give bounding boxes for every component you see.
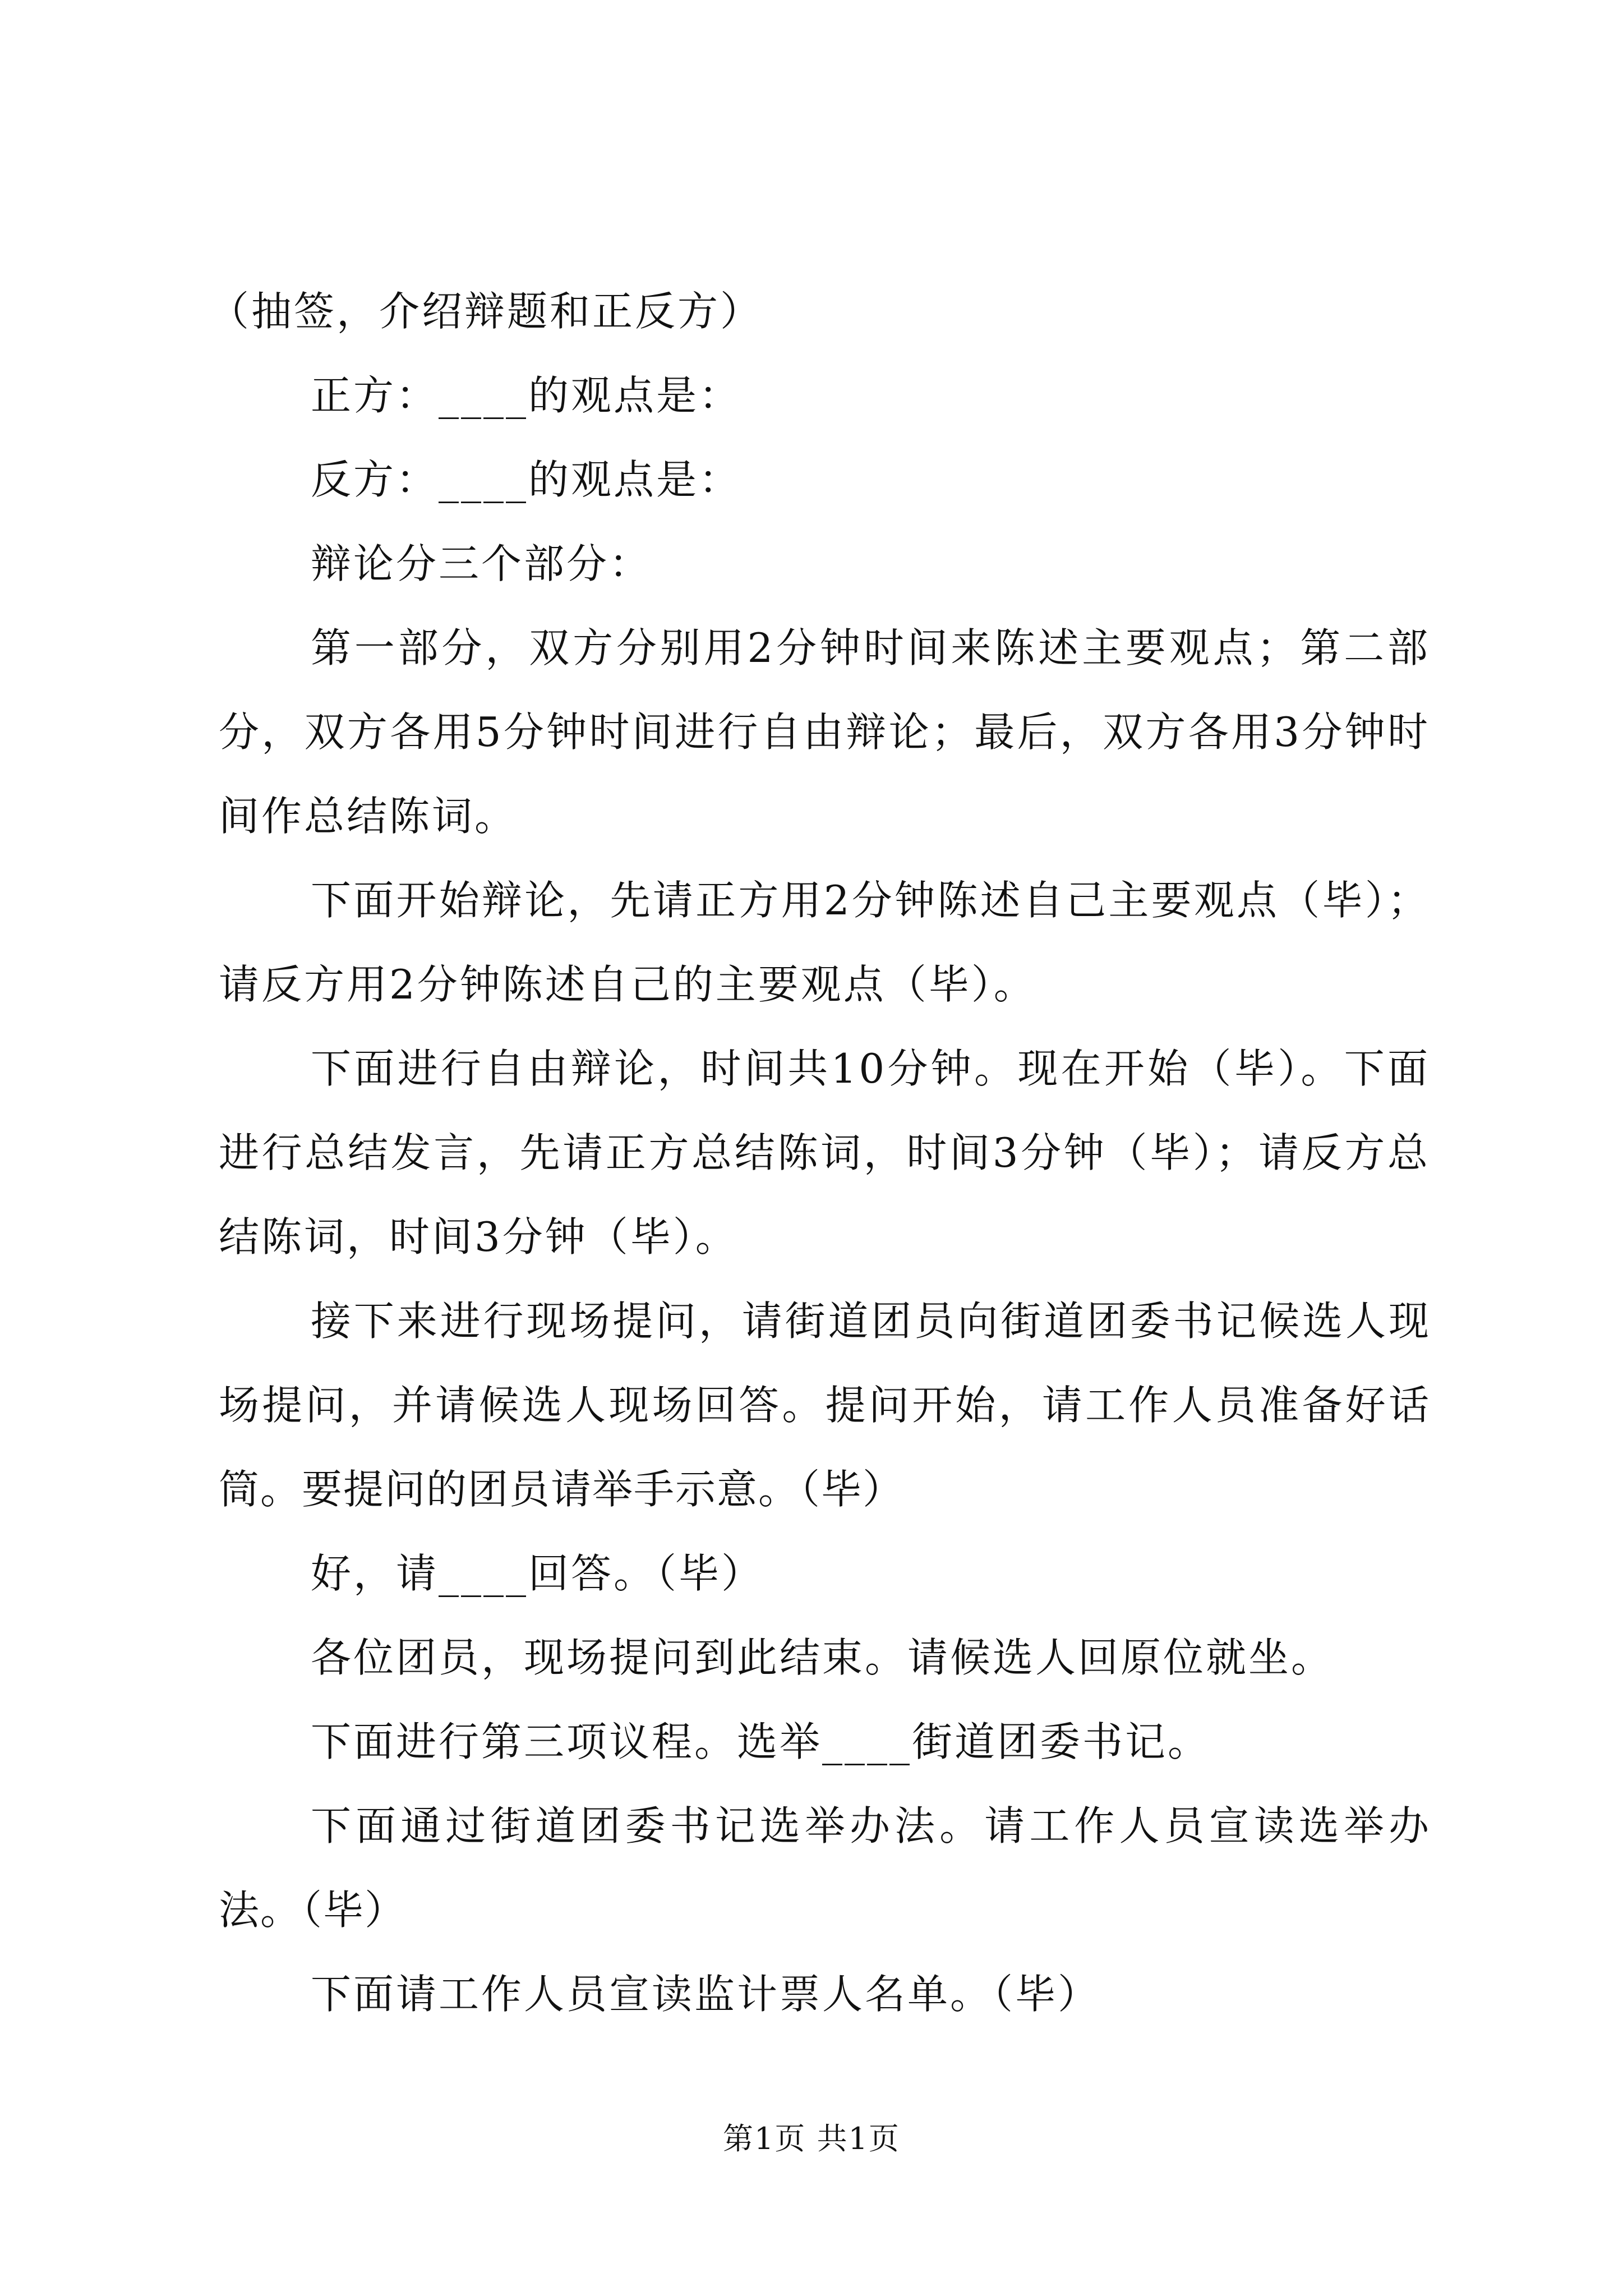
paragraph-part-description: 第一部分，双方分别用2分钟时间来陈述主要观点；第二部分，双方各用5分钟时间进行自由辩论；最后，双方各用3分钟时间作总结陈词。	[219, 624, 1430, 840]
page-footer: 第1页 共1页	[723, 2121, 900, 2156]
paragraph-answer: 好，请____回答。（毕）	[311, 1550, 764, 1597]
paragraph-intro: （抽签，介绍辩题和正反方）	[209, 288, 763, 335]
paragraph-free-debate: 下面进行自由辩论，时间共10分钟。现在开始（毕）。下面进行总结发言，先请正方总结陈词，时间3分钟（毕）；请反方总结陈词，时间3分钟（毕）。	[219, 1045, 1430, 1260]
paragraph-debate-parts: 辩论分三个部分：	[311, 540, 652, 587]
paragraph-start-debate: 下面开始辩论，先请正方用2分钟陈述自己主要观点（毕）；请反方用2分钟陈述自己的主要观点（毕）。	[219, 877, 1430, 1008]
paragraph-questions: 接下来进行现场提问，请街道团员向街道团委书记候选人现场提问，并请候选人现场回答。提问开始，请工作人员准备好话筒。要提问的团员请举手示意。（毕）	[219, 1297, 1430, 1513]
paragraph-negative: 反方：____的观点是：	[311, 456, 742, 503]
paragraph-third-agenda: 下面进行第三项议程。选举____街道团委书记。	[311, 1718, 1211, 1765]
document-body	[209, 269, 1430, 2036]
paragraph-election-method: 下面通过街道团委书记选举办法。请工作人员宣读选举办法。（毕）	[219, 1802, 1430, 1934]
paragraph-tellers-list: 下面请工作人员宣读监计票人名单。（毕）	[311, 1971, 1101, 2018]
paragraph-affirmative: 正方：____的观点是：	[311, 372, 742, 419]
paragraph-questions-end: 各位团员，现场提问到此结束。请候选人回原位就坐。	[311, 1634, 1334, 1681]
